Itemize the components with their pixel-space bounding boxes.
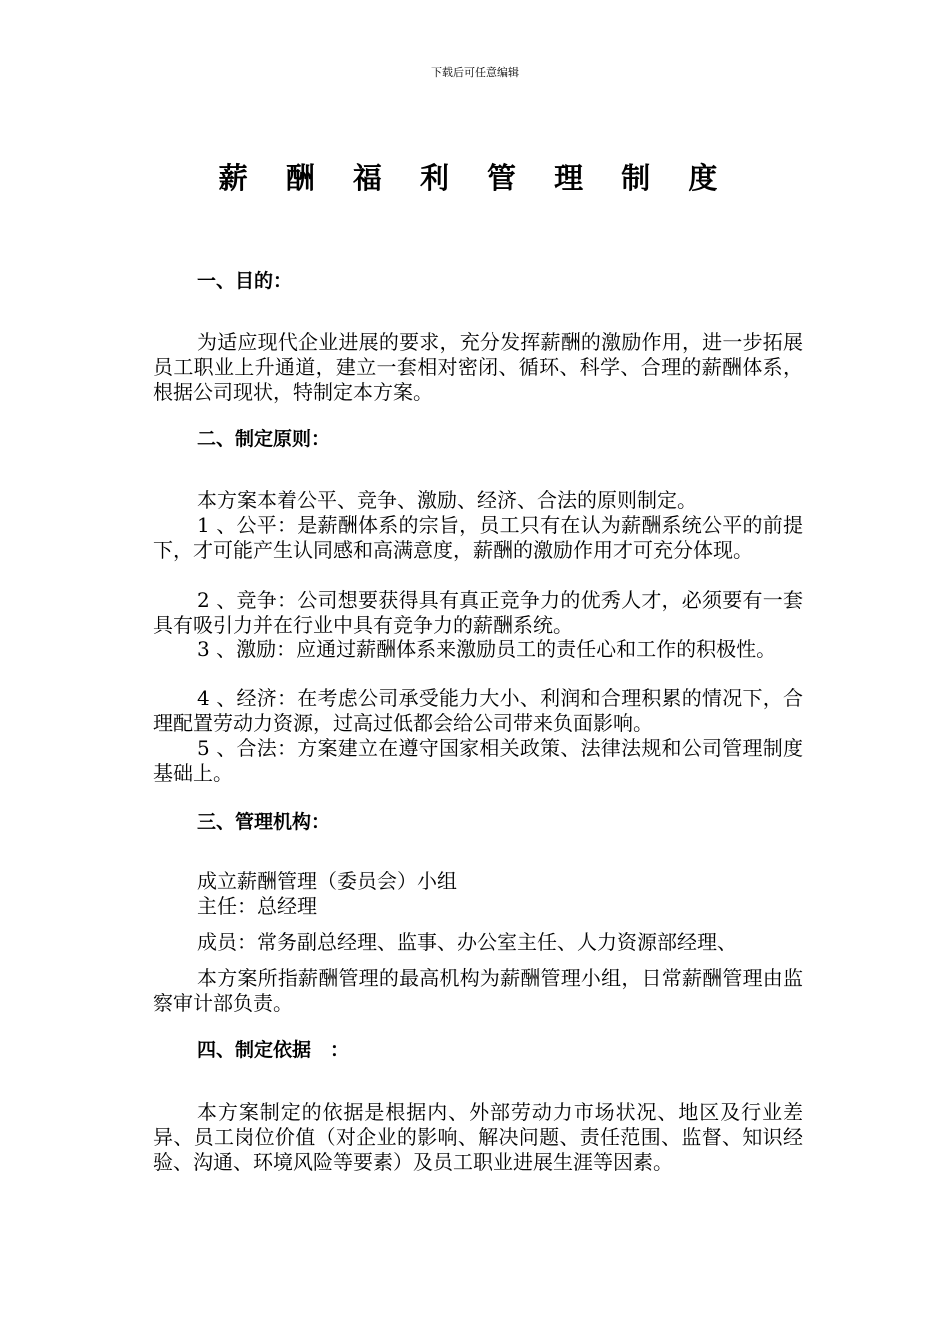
page-header-note: 下载后可任意编辑 [431, 66, 519, 79]
paragraph: 为适应现代企业进展的要求，充分发挥薪酬的激励作用，进一步拓展员工职业上升通道，建立一套相对密闭、循环、科学、合理的薪酬体系，根据公司现状，特制定本方案。 [153, 330, 803, 404]
section-heading-organization: 三、管理机构： [197, 811, 331, 833]
section-heading-basis: 四、制定依据 ： [197, 1039, 350, 1061]
document-title: 薪 酬 福 利 管 理 制 度 [218, 161, 732, 195]
paragraph: 本方案本着公平、竞争、激励、经济、合法的原则制定。 [197, 488, 697, 512]
paragraph: 成员：常务副总经理、监事、办公室主任、人力资源部经理、 [197, 930, 737, 954]
section-heading-purpose: 一、目的： [197, 270, 293, 292]
paragraph: 3 、激励：应通过薪酬体系来激励员工的责任心和工作的积极性。 [197, 637, 777, 661]
paragraph: 本方案制定的依据是根据内、外部劳动力市场状况、地区及行业差异、员工岗位价值（对企业的影响、解决问题、责任范围、监督、知识经验、沟通、环境风险等要素）及员工职业进展生涯等因素。 [153, 1100, 803, 1174]
paragraph: 本方案所指薪酬管理的最高机构为薪酬管理小组，日常薪酬管理由监察审计部负责。 [153, 966, 803, 1015]
paragraph: 4 、经济：在考虑公司承受能力大小、利润和合理积累的情况下，合理配置劳动力资源，过高过低都会给公司带来负面影响。 [153, 686, 803, 735]
paragraph: 1 、公平：是薪酬体系的宗旨，员工只有在认为薪酬系统公平的前提下，才可能产生认同感和高满意度，薪酬的激励作用才可充分体现。 [153, 513, 803, 562]
paragraph: 成立薪酬管理（委员会）小组 [197, 869, 457, 893]
paragraph: 5 、合法：方案建立在遵守国家相关政策、法律法规和公司管理制度基础上。 [153, 736, 803, 785]
paragraph: 主任：总经理 [197, 894, 317, 918]
section-heading-principles: 二、制定原则： [197, 428, 331, 450]
paragraph: 2 、竞争：公司想要获得具有真正竞争力的优秀人才，必须要有一套具有吸引力并在行业中具有竞争力的薪酬系统。 [153, 588, 803, 637]
